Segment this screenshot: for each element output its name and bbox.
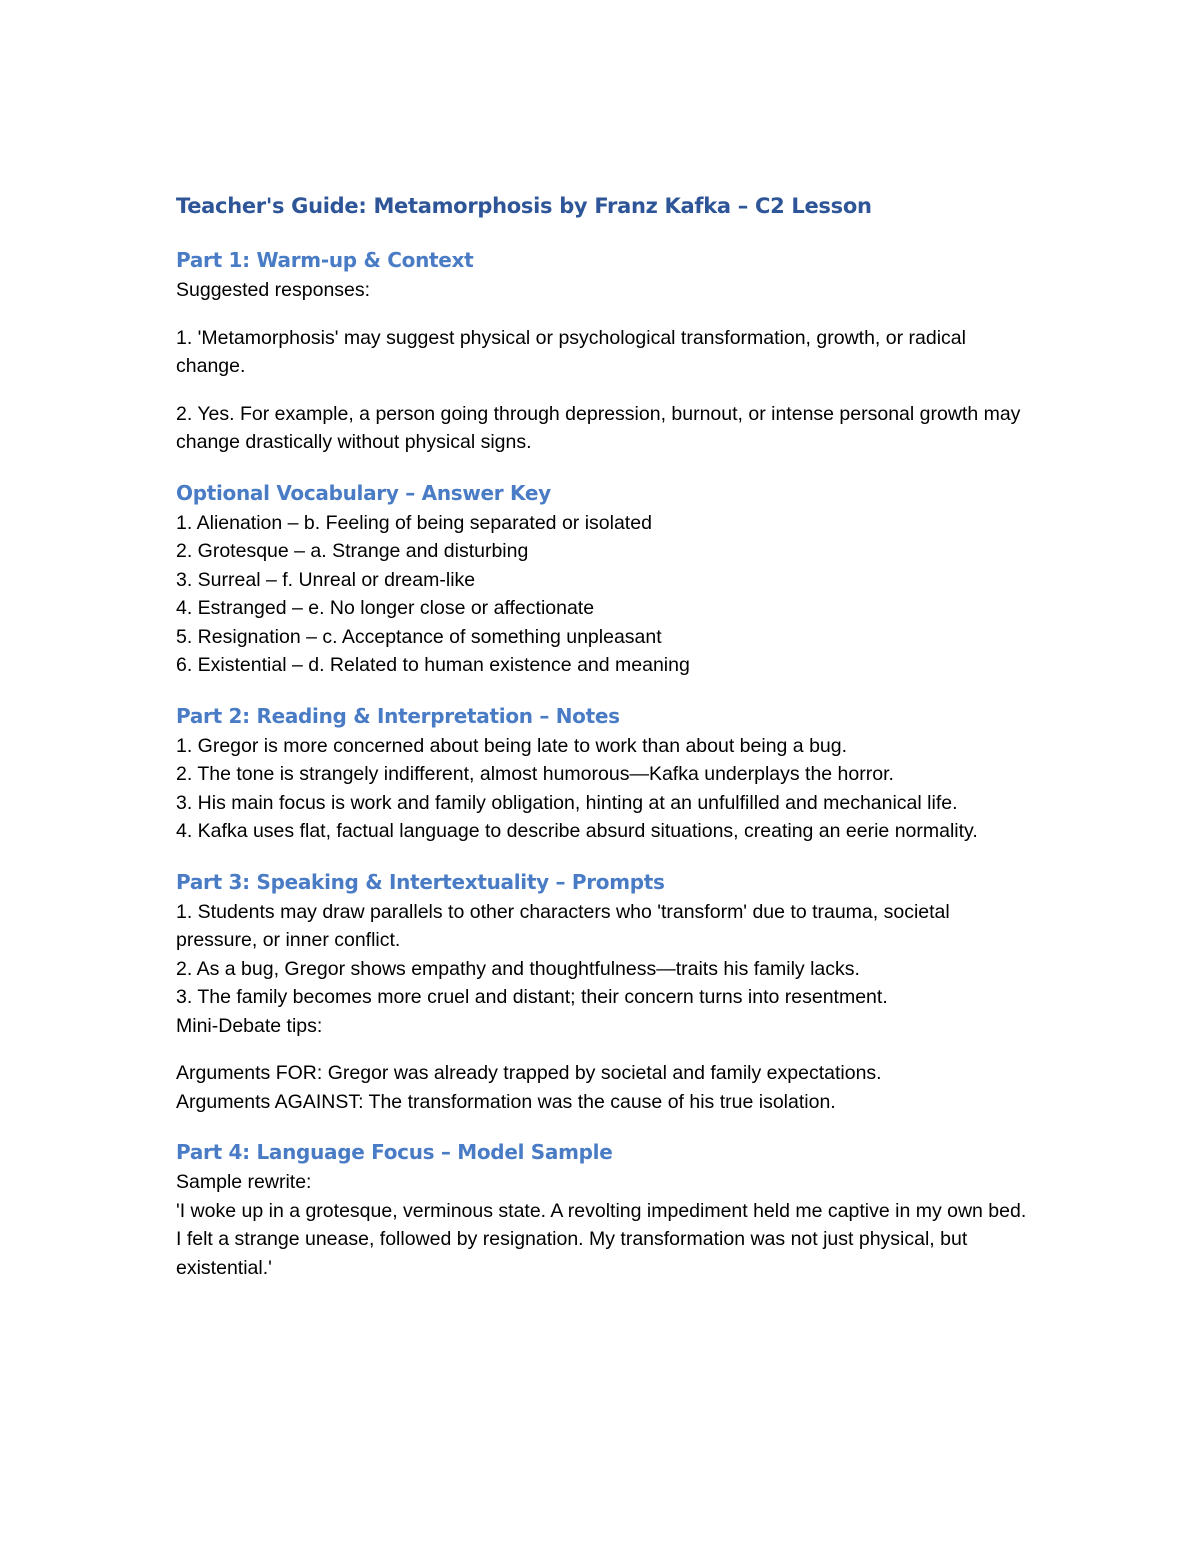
list-item: 1. Gregor is more concerned about being late to work than about being a bug.: [176, 734, 848, 757]
list-item: 5. Resignation – c. Acceptance of something unpleasant: [176, 625, 662, 648]
part4-intro: Sample rewrite:: [176, 1171, 312, 1193]
part2-heading: Part 2: Reading & Interpretation – Notes: [176, 703, 620, 728]
list-item: 4. Kafka uses flat, factual language to describe absurd situations, creating an eerie normality.: [176, 820, 978, 842]
list-item: 3. His main focus is work and family obligation, hinting at an unfulfilled and mechanical life.: [176, 791, 958, 814]
part2-list: [176, 732, 1030, 846]
vocabulary-heading: Optional Vocabulary – Answer Key: [176, 480, 551, 505]
list-item: 2. The tone is strangely indifferent, almost humorous—Kafka underplays the horror.: [176, 763, 894, 785]
part1-list: [176, 324, 1030, 457]
list-item: 2. Yes. For example, a person going through depression, burnout, or intense personal growth may change drastically without physical signs.: [176, 402, 1021, 453]
part1-intro: Suggested responses:: [176, 279, 371, 301]
sample-rewrite: 'I woke up in a grotesque, verminous state. A revolting impediment held me captive in my own bed. I felt a strange unease, followed by resignation. My transformation was not just physical, but existential.': [176, 1199, 1027, 1279]
part3-list: [176, 898, 1030, 1012]
part4-section: [176, 1136, 1030, 1282]
part3-section: [176, 866, 1030, 1117]
part1-heading: Part 1: Warm-up & Context: [176, 248, 474, 272]
part3-heading: Part 3: Speaking & Intertextuality – Prompts: [176, 869, 665, 894]
list-item: 3. The family becomes more cruel and distant; their concern turns into resentment.: [176, 986, 888, 1008]
vocabulary-list: [176, 509, 1030, 680]
arguments-for: Arguments FOR: Gregor was already trapped by societal and family expectations.: [176, 1062, 882, 1084]
list-item: 1. 'Metamorphosis' may suggest physical or psychological transformation, growth, or radical change.: [176, 326, 966, 377]
part4-heading: Part 4: Language Focus – Model Sample: [176, 1140, 613, 1164]
list-item: 1. Students may draw parallels to other characters who 'transform' due to trauma, societal pressure, or inner conflict.: [176, 900, 950, 951]
list-item: 4. Estranged – e. No longer close or affectionate: [176, 597, 595, 619]
arguments-against: Arguments AGAINST: The transformation was the cause of his true isolation.: [176, 1090, 836, 1113]
list-item: 6. Existential – d. Related to human existence and meaning: [176, 654, 690, 676]
list-item: 3. Surreal – f. Unreal or dream-like: [176, 568, 476, 591]
part2-section: [176, 700, 1030, 846]
document-title: Teacher's Guide: Metamorphosis by Franz Kafka – C2 Lesson: [176, 194, 872, 218]
vocabulary-section: [176, 477, 1030, 680]
debate-label: Mini-Debate tips:: [176, 1014, 323, 1037]
list-item: 2. Grotesque – a. Strange and disturbing: [176, 540, 529, 562]
list-item: 1. Alienation – b. Feeling of being separated or isolated: [176, 511, 652, 534]
list-item: 2. As a bug, Gregor shows empathy and thoughtfulness—traits his family lacks.: [176, 957, 860, 980]
part1-section: [176, 244, 1030, 457]
